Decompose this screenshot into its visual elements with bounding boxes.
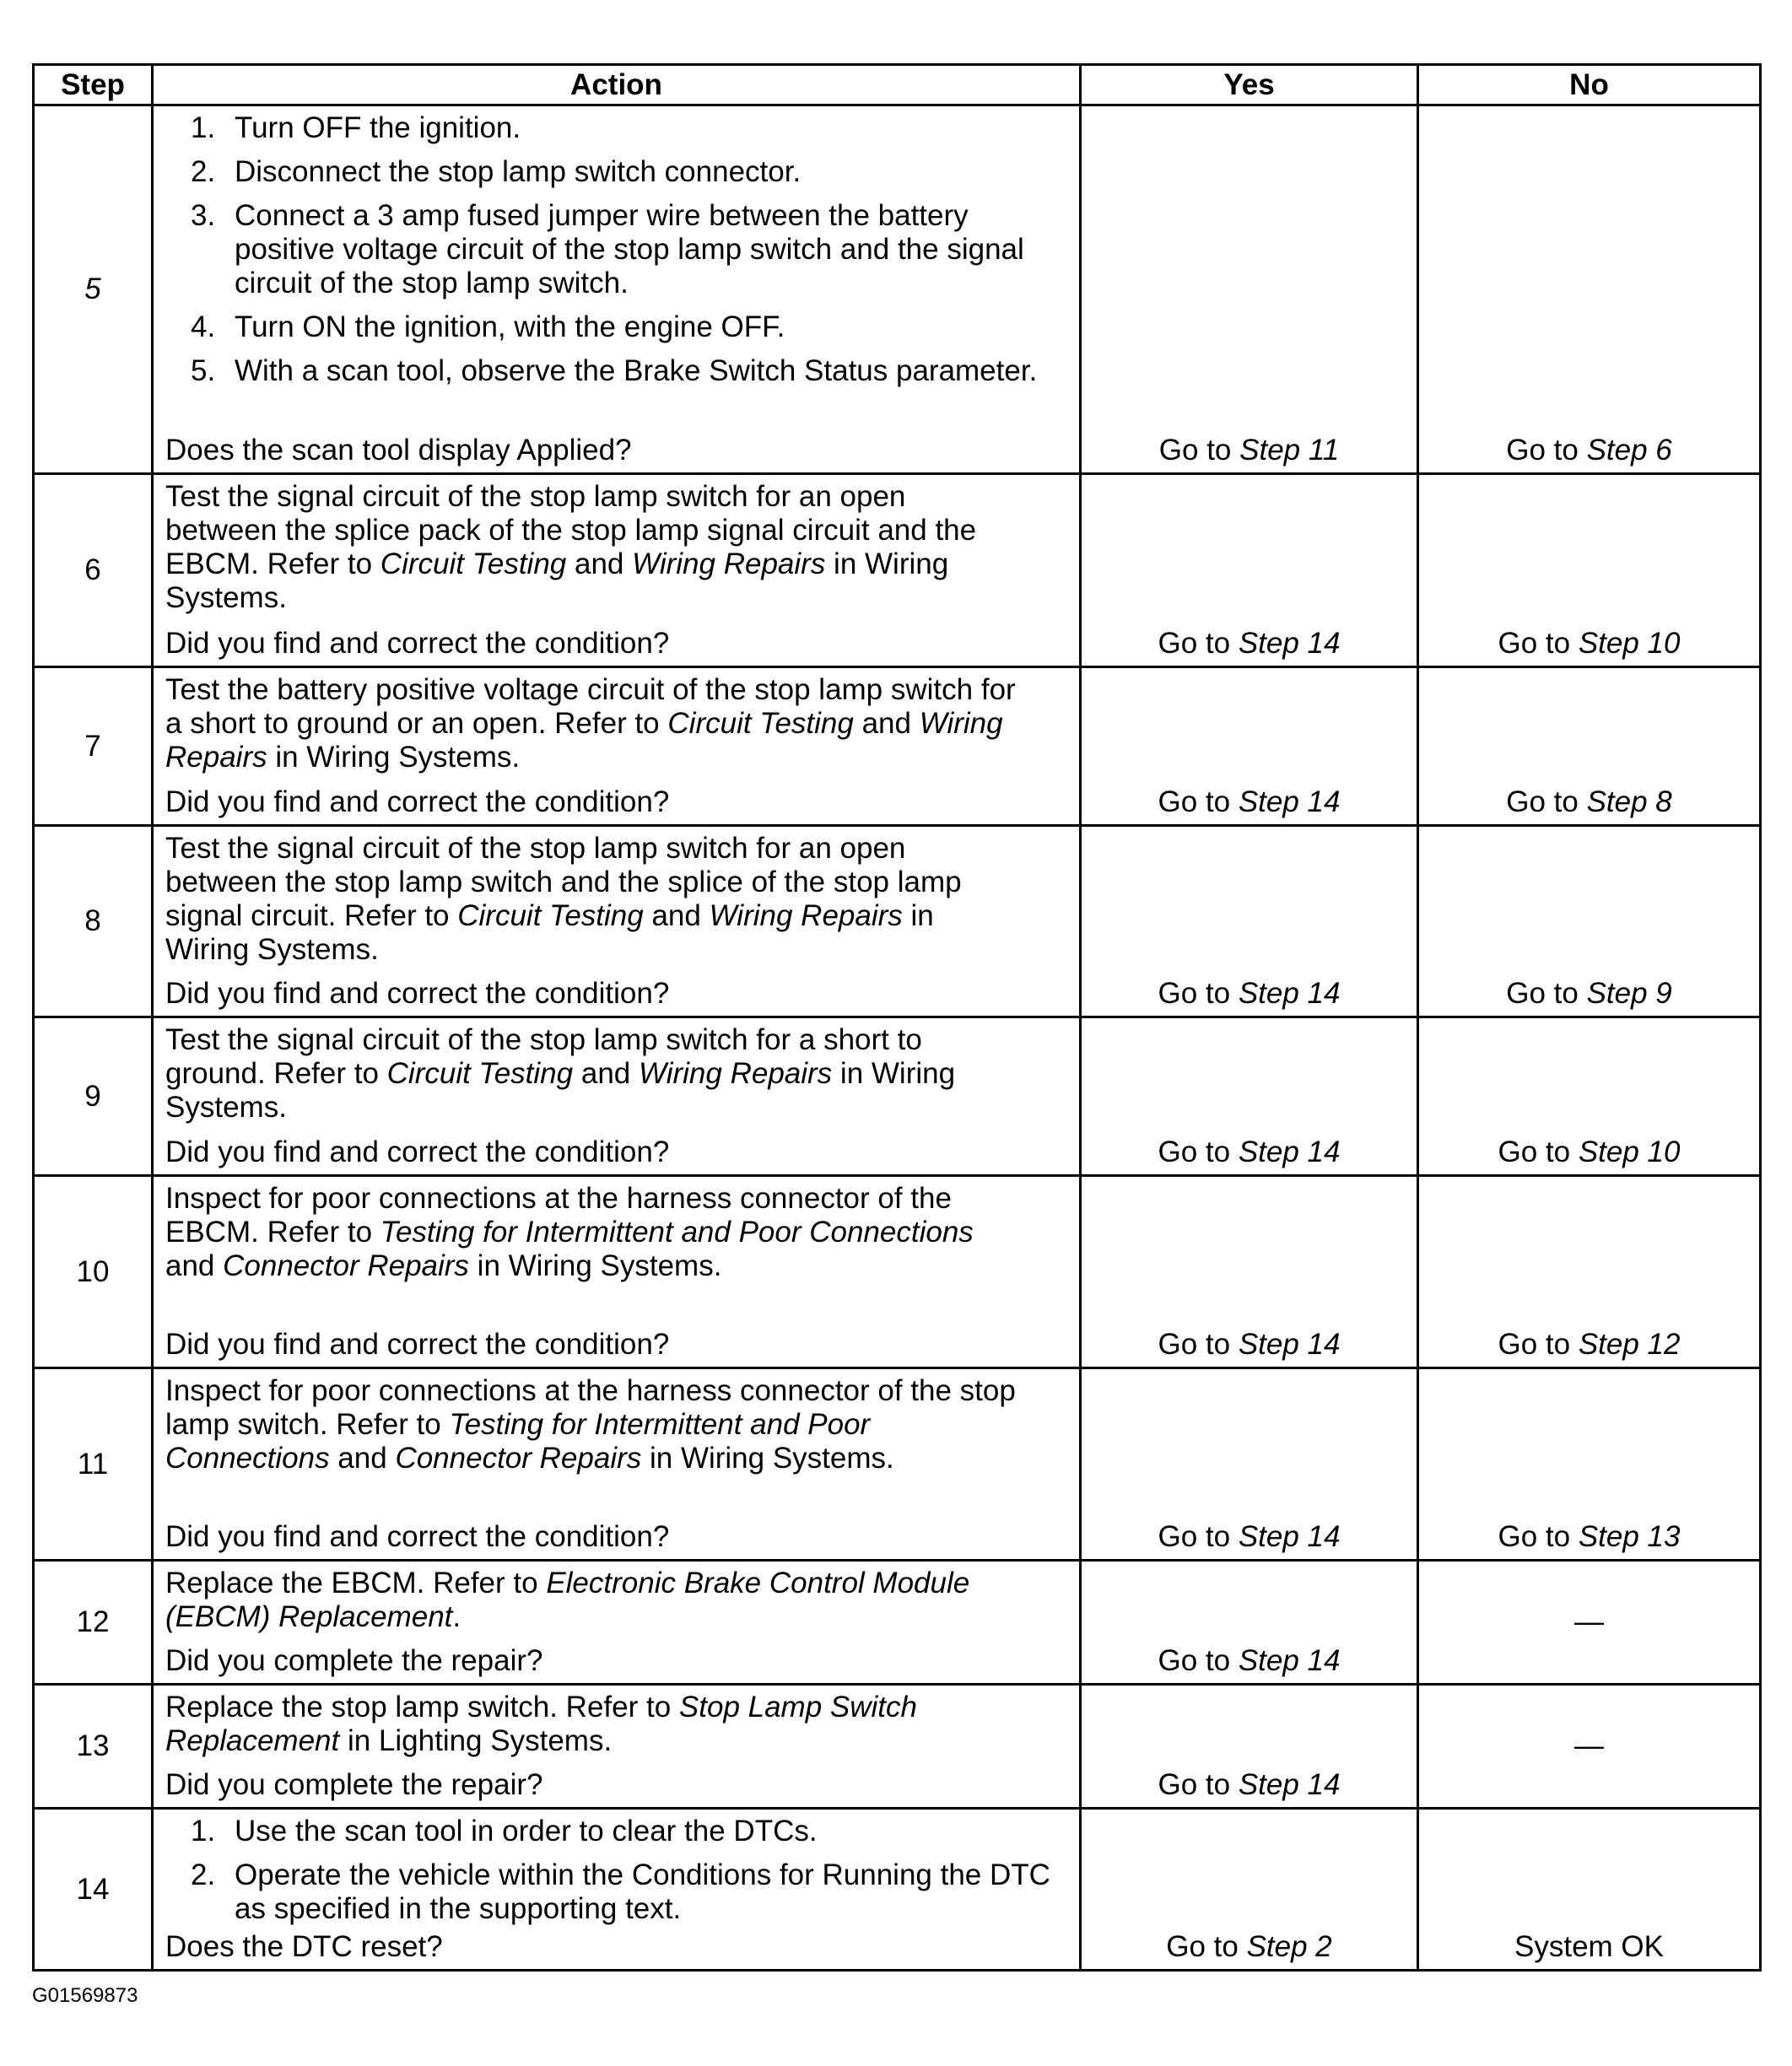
action-instruction [165, 673, 1069, 774]
reference-link: Connector Repairs [395, 1442, 642, 1475]
action-question: Does the DTC reset? [165, 1930, 443, 1963]
goto-prefix: Go to [1158, 1135, 1239, 1168]
goto-step-link: Step 10 [1578, 627, 1681, 660]
reference-link: Circuit Testing [386, 1057, 574, 1090]
goto-prefix: Go to [1158, 1768, 1239, 1801]
instruction-text: . [452, 1600, 461, 1633]
instruction-text: Test the signal circuit of the stop lamp switch for an open between the splice pack of the stop lamp signal circuit and the EBCM. Refer to [165, 480, 977, 580]
yes-goto[interactable] [1082, 434, 1417, 467]
no-action-dash: — [1574, 1605, 1604, 1638]
no-goto[interactable] [1419, 785, 1759, 819]
step-cell [34, 826, 153, 1017]
goto-prefix: Go to [1158, 1644, 1239, 1677]
table-row [34, 1561, 1761, 1685]
yes-cell [1081, 667, 1418, 826]
no-goto[interactable] [1419, 977, 1759, 1011]
action-cell [153, 1685, 1081, 1809]
reference-link: Wiring Repairs [638, 1057, 833, 1090]
action-question: Did you find and correct the condition? [165, 977, 670, 1010]
action-step-number: 5. [191, 354, 216, 387]
yes-goto[interactable] [1082, 977, 1417, 1011]
no-cell [1418, 1017, 1761, 1176]
instruction-text: in Wiring Systems. [267, 741, 521, 774]
action-instruction [165, 1182, 1069, 1283]
reference-link: Circuit Testing [380, 548, 567, 580]
yes-cell [1081, 1561, 1418, 1685]
goto-step-link: Step 9 [1586, 977, 1672, 1010]
step-number: 6 [84, 553, 101, 586]
instruction-text: and [853, 707, 920, 740]
action-instruction [165, 1567, 1069, 1634]
reference-link: Connector Repairs [223, 1249, 469, 1282]
step-cell [34, 1685, 153, 1809]
table-row [34, 1685, 1761, 1809]
instruction-text: and [643, 899, 710, 932]
goto-step-link: Step 8 [1586, 785, 1672, 818]
action-instruction [165, 1691, 1069, 1758]
goto-step-link: Step 14 [1238, 785, 1341, 818]
reference-link: Wiring Repairs [165, 707, 1003, 774]
goto-step-link: Step 2 [1246, 1930, 1332, 1963]
goto-prefix: Go to [1498, 627, 1579, 660]
goto-prefix: Go to [1158, 977, 1239, 1010]
action-step-number: 2. [191, 155, 216, 188]
table-row [34, 1017, 1761, 1176]
yes-goto[interactable] [1082, 627, 1417, 661]
action-step-number: 1. [191, 111, 216, 144]
reference-link: Testing for Intermittent and Poor Connections [380, 1216, 974, 1249]
goto-prefix: Go to [1158, 434, 1240, 467]
action-cell [153, 474, 1081, 667]
reference-link: Stop Lamp Switch Replacement [165, 1691, 917, 1757]
step-number: 5 [84, 272, 101, 305]
action-cell [153, 826, 1081, 1017]
instruction-text: Replace the stop lamp switch. Refer to [165, 1691, 679, 1723]
goto-prefix: Go to [1498, 1135, 1579, 1168]
no-goto[interactable] [1419, 1328, 1759, 1362]
yes-cell [1081, 1809, 1418, 1971]
header-step: Step [34, 65, 153, 105]
action-cell [153, 667, 1081, 826]
no-goto[interactable] [1419, 1520, 1759, 1554]
action-cell [153, 1368, 1081, 1561]
no-goto[interactable] [1419, 627, 1759, 661]
action-question: Did you find and correct the condition? [165, 785, 670, 818]
header-no: No [1418, 65, 1761, 105]
table-row [34, 474, 1761, 667]
action-step-text: Operate the vehicle within the Conditions for Running the DTC as specified in the supporting text. [235, 1858, 1050, 1925]
action-question: Did you find and correct the condition? [165, 627, 670, 660]
action-question: Did you complete the repair? [165, 1644, 543, 1677]
yes-goto[interactable] [1082, 1135, 1417, 1169]
action-step-item [165, 155, 1069, 189]
goto-step-link: Step 12 [1578, 1328, 1681, 1361]
action-step-item [165, 1858, 1069, 1926]
instruction-text: Test the signal circuit of the stop lamp switch for an open between the stop lamp switch and the splice of the stop lamp signal circuit. Refer to [165, 832, 962, 932]
no-cell [1418, 1685, 1761, 1809]
step-number: 14 [76, 1872, 110, 1906]
no-cell [1418, 474, 1761, 667]
reference-link: Circuit Testing [457, 899, 644, 932]
action-step-item [165, 310, 1069, 344]
goto-prefix: Go to [1506, 785, 1587, 818]
instruction-text: and [165, 1249, 224, 1282]
instruction-text: Inspect for poor connections at the harness connector of the EBCM. Refer to [165, 1182, 952, 1249]
instruction-text: in Wiring Systems. [468, 1249, 722, 1282]
action-question: Did you find and correct the condition? [165, 1328, 670, 1361]
instruction-text: in Wiring Systems. [641, 1442, 894, 1475]
instruction-text: in Lighting Systems. [339, 1724, 613, 1757]
action-instruction [165, 1023, 1069, 1125]
reference-link: Circuit Testing [667, 707, 854, 740]
action-question: Does the scan tool display Applied? [165, 434, 632, 467]
goto-step-link: Step 10 [1578, 1135, 1681, 1168]
yes-goto[interactable] [1082, 1328, 1417, 1362]
goto-step-link: Step 14 [1238, 1135, 1341, 1168]
action-step-item [165, 199, 1069, 300]
no-cell [1418, 1368, 1761, 1561]
instruction-text: in Wiring Systems. [165, 899, 934, 966]
step-number: 11 [77, 1447, 109, 1481]
step-cell [34, 1561, 153, 1685]
action-instruction [165, 480, 1069, 615]
step-cell [34, 667, 153, 826]
step-number: 13 [76, 1729, 110, 1762]
instruction-text: in Wiring Systems. [165, 1057, 956, 1124]
instruction-text: Test the signal circuit of the stop lamp switch for a short to ground. Refer to [165, 1023, 922, 1090]
goto-prefix: Go to [1506, 977, 1587, 1010]
action-cell [153, 1176, 1081, 1368]
table-body [34, 105, 1761, 1971]
table-row [34, 667, 1761, 826]
action-step-number: 3. [191, 199, 216, 232]
action-question: Did you find and correct the condition? [165, 1520, 670, 1553]
step-cell [34, 1176, 153, 1368]
action-instruction [165, 1374, 1069, 1475]
step-cell [34, 1017, 153, 1176]
action-step-text: Connect a 3 amp fused jumper wire between the battery positive voltage circuit of the stop lamp switch and the signal circuit of the stop lamp switch. [235, 199, 1024, 299]
action-step-text: Turn OFF the ignition. [235, 111, 521, 144]
goto-step-link: Step 14 [1238, 1644, 1341, 1677]
yes-cell [1081, 826, 1418, 1017]
action-cell [153, 1561, 1081, 1685]
table-row [34, 1176, 1761, 1368]
step-cell [34, 474, 153, 667]
goto-prefix: Go to [1498, 1328, 1579, 1361]
yes-goto[interactable] [1082, 785, 1417, 819]
instruction-text: Inspect for poor connections at the harness connector of the stop lamp switch. Refer to [165, 1374, 1016, 1441]
action-step-number: 1. [191, 1815, 216, 1848]
goto-prefix: Go to [1506, 434, 1587, 467]
step-number: 12 [76, 1605, 110, 1638]
action-step-item [165, 354, 1069, 388]
reference-link: Electronic Brake Control Module (EBCM) Replacement [165, 1567, 970, 1633]
goto-step-link: Step 13 [1578, 1520, 1681, 1553]
goto-prefix: Go to [1158, 1328, 1239, 1361]
goto-step-link: Step 11 [1239, 434, 1340, 467]
yes-cell [1081, 1368, 1418, 1561]
action-step-text: Use the scan tool in order to clear the DTCs. [235, 1815, 818, 1848]
instruction-text: and [566, 548, 633, 580]
action-steps-list [165, 1815, 1069, 1926]
no-cell [1418, 105, 1761, 474]
no-cell [1418, 1561, 1761, 1685]
instruction-text: Test the battery positive voltage circuit of the stop lamp switch for a short to ground or an open. Refer to [165, 673, 1016, 740]
yes-goto[interactable] [1082, 1644, 1417, 1678]
no-cell [1418, 826, 1761, 1017]
action-step-number: 2. [191, 1858, 216, 1891]
step-number: 7 [84, 729, 101, 763]
action-question: Did you complete the repair? [165, 1768, 543, 1801]
no-result-text: System OK [1514, 1930, 1664, 1963]
yes-goto[interactable] [1082, 1768, 1417, 1802]
table-row [34, 1368, 1761, 1561]
goto-step-link: Step 14 [1238, 977, 1341, 1010]
step-cell [34, 1368, 153, 1561]
goto-prefix: Go to [1498, 1520, 1579, 1553]
diagnostic-table [32, 63, 1762, 1972]
action-step-number: 4. [191, 310, 216, 343]
yes-cell [1081, 474, 1418, 667]
action-cell [153, 1017, 1081, 1176]
yes-cell [1081, 1176, 1418, 1368]
yes-goto[interactable] [1082, 1520, 1417, 1554]
instruction-text: Replace the EBCM. Refer to [165, 1567, 547, 1599]
action-step-text: Turn ON the ignition, with the engine OFF. [235, 310, 785, 343]
no-cell [1418, 667, 1761, 826]
reference-link: Wiring Repairs [709, 899, 903, 932]
table-row [34, 826, 1761, 1017]
action-question: Did you find and correct the condition? [165, 1135, 670, 1168]
table-header-row [34, 65, 1761, 105]
no-goto[interactable] [1419, 434, 1759, 467]
figure-id: G01569873 [32, 1984, 138, 2007]
no-cell [1418, 1809, 1761, 1971]
instruction-text: and [573, 1057, 639, 1090]
goto-prefix: Go to [1158, 785, 1239, 818]
yes-cell [1081, 1685, 1418, 1809]
action-instruction [165, 832, 1069, 967]
table-row [34, 1809, 1761, 1971]
goto-prefix: Go to [1158, 1520, 1239, 1553]
goto-prefix: Go to [1158, 627, 1239, 660]
action-cell [153, 105, 1081, 474]
action-cell [153, 1809, 1081, 1971]
action-step-text: With a scan tool, observe the Brake Switch Status parameter. [235, 354, 1038, 387]
table-row [34, 105, 1761, 474]
step-number: 8 [84, 904, 101, 937]
instruction-text: and [329, 1442, 396, 1475]
no-cell [1418, 1176, 1761, 1368]
goto-step-link: Step 14 [1238, 1520, 1341, 1553]
action-step-item [165, 1815, 1069, 1848]
reference-link: Testing for Intermittent and Poor Connections [165, 1408, 871, 1475]
goto-step-link: Step 14 [1238, 1328, 1341, 1361]
header-action: Action [153, 65, 1081, 105]
goto-step-link: Step 14 [1238, 1768, 1341, 1801]
header-yes: Yes [1081, 65, 1418, 105]
step-cell [34, 1809, 153, 1971]
no-action-dash: — [1574, 1729, 1604, 1762]
step-number: 10 [76, 1254, 110, 1288]
action-step-item [165, 111, 1069, 145]
step-number: 9 [84, 1079, 101, 1113]
no-goto[interactable] [1419, 1135, 1759, 1169]
yes-cell [1081, 1017, 1418, 1176]
step-cell [34, 105, 153, 474]
yes-cell [1081, 105, 1418, 474]
instruction-text: in Wiring Systems. [165, 548, 949, 614]
yes-goto[interactable] [1082, 1930, 1417, 1964]
goto-step-link: Step 6 [1586, 434, 1672, 467]
action-steps-list [165, 111, 1069, 388]
goto-prefix: Go to [1166, 1930, 1247, 1963]
reference-link: Wiring Repairs [632, 548, 826, 580]
goto-step-link: Step 14 [1238, 627, 1341, 660]
action-step-text: Disconnect the stop lamp switch connector. [235, 155, 802, 188]
